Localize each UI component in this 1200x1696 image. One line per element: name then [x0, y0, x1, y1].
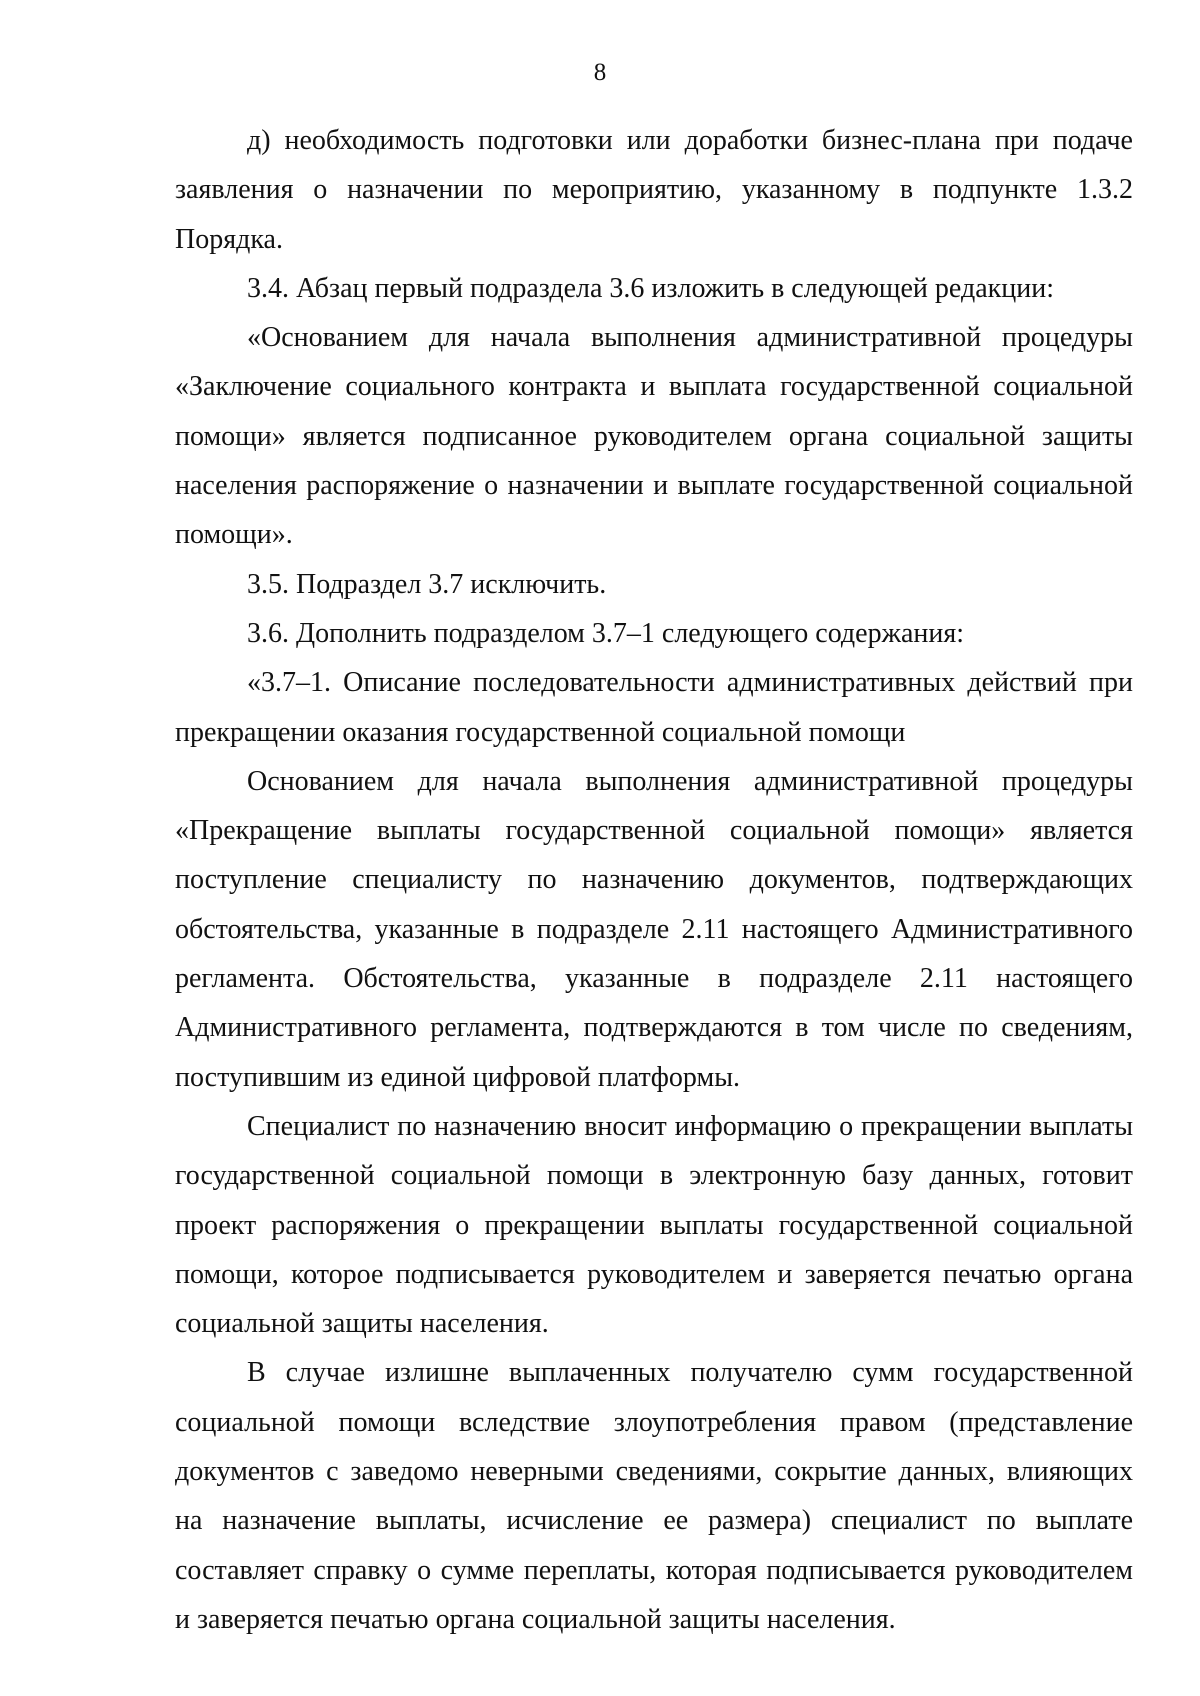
page-number: 8 — [593, 59, 607, 86]
paragraph-3-5: 3.5. Подраздел 3.7 исключить. — [247, 568, 607, 600]
paragraph-3-4: 3.4. Абзац первый подраздела 3.6 изложить в следующей редакции: — [247, 272, 1054, 304]
paragraph-3-6: 3.6. Дополнить подразделом 3.7–1 следующего содержания: — [247, 617, 964, 649]
paragraph-quoted-basis: «Основанием для начала выполнения административной процедуры «Заключение социального контракта и выплата государственной социальной помощи» является подписанное руководителем органа социальной защиты населения распоряжение о назначении и выплате государственной социальной помощи». — [175, 322, 1133, 551]
paragraph-overpayment: В случае излишне выплаченных получателю сумм государственной социальной помощи вследствие злоупотребления правом (представление документов с заведомо неверными сведениями, сокрытие данных, влияющих на назначение выплаты, исчисление ее размера) специалист по выплате составляет справку о сумме переплаты, которая подписывается руководителем и заверяется печатью органа социальной защиты населения. — [175, 1357, 1133, 1635]
paragraph-termination-basis: Основанием для начала выполнения административной процедуры «Прекращение выплаты государственной социальной помощи» является поступление специалисту по назначению документов, подтверждающих обстоятельства, указанные в подразделе 2.11 настоящего Административного регламента. Обстоятельства, указанные в подразделе 2.11 настоящего Административного регламента, подтверждаются в том числе по сведениям, поступившим из единой цифровой платформы. — [175, 765, 1133, 1093]
paragraph-3-7-1-heading: «3.7–1. Описание последовательности административных действий при прекращении оказания государственной социальной помощи — [175, 667, 1133, 748]
document-body — [175, 116, 1133, 1644]
paragraph-item-d: д) необходимость подготовки или доработки бизнес-плана при подаче заявления о назначении по мероприятию, указанному в подпункте 1.3.2 Порядка. — [175, 125, 1133, 255]
paragraph-specialist-actions: Специалист по назначению вносит информацию о прекращении выплаты государственной социальной помощи в электронную базу данных, готовит проект распоряжения о прекращении выплаты государственной социальной помощи, которое подписывается руководителем и заверяется печатью органа социальной защиты населения. — [175, 1110, 1133, 1340]
